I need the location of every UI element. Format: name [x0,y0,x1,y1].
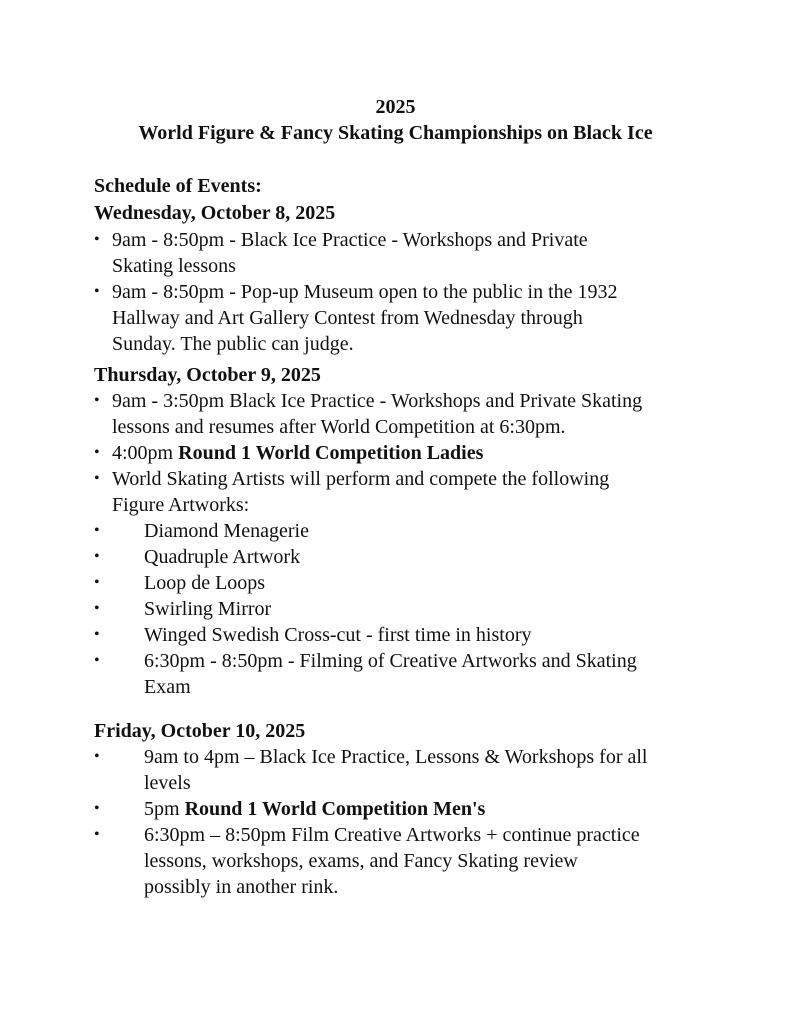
item-line: levels [144,772,191,794]
day-heading-thursday: Thursday, October 9, 2025 [94,364,321,386]
document-title: World Figure & Fancy Skating Championships on Black Ice [138,122,653,144]
item-line: 9am - 8:50pm - Pop-up Museum open to the public in the 1932 [112,281,618,303]
item-text [112,388,642,440]
item-line: Figure Artworks: [112,494,250,516]
bullet-icon: • [94,444,100,461]
bullet-icon: • [94,626,100,643]
document-year: 2025 [375,96,416,118]
artwork-name: Winged Swedish Cross-cut - first time in history [144,624,532,646]
item-text [144,796,485,822]
item-line: 9am - 3:50pm Black Ice Practice - Workshops and Private Skating [112,390,643,412]
schedule-heading: Schedule of Events: [94,175,262,197]
item-line: 6:30pm - 8:50pm - Filming of Creative Artworks and Skating [144,650,637,672]
item-line: Hallway and Art Gallery Contest from Wednesday through [112,307,583,329]
item-line: Skating lessons [112,255,236,277]
bullet-icon: • [94,574,100,591]
item-line [144,796,485,822]
bullet-icon: • [94,231,100,248]
item-time: 4:00pm [112,442,179,464]
item-time: 5pm [144,798,185,820]
bullet-icon: • [94,283,100,300]
bullet-icon: • [94,652,100,669]
item-text [144,744,647,796]
item-line [112,440,483,466]
bullet-icon: • [94,826,100,843]
item-text [112,279,618,357]
item-text [112,440,483,466]
bullet-icon: • [94,800,100,817]
bullet-icon: • [94,470,100,487]
bullet-icon: • [94,392,100,409]
bullet-icon: • [94,522,100,539]
bullet-icon: • [94,748,100,765]
item-line: World Skating Artists will perform and compete the following [112,468,610,490]
item-line: lessons and resumes after World Competition at 6:30pm. [112,416,566,438]
item-line: 9am - 8:50pm - Black Ice Practice - Workshops and Private [112,229,588,251]
artwork-name: Loop de Loops [144,572,266,594]
item-line: possibly in another rink. [144,876,339,898]
item-text [144,822,640,900]
bullet-icon: • [94,600,100,617]
artwork-name: Quadruple Artwork [144,546,301,568]
artwork-name: Diamond Menagerie [144,520,309,542]
item-text [112,227,588,279]
artwork-name: Swirling Mirror [144,598,272,620]
bullet-icon: • [94,548,100,565]
item-bold-title: Round 1 World Competition Ladies [178,442,484,464]
day-heading-wednesday: Wednesday, October 8, 2025 [94,202,336,224]
item-line: Exam [144,676,191,698]
item-text [144,648,637,700]
item-line: 9am to 4pm – Black Ice Practice, Lessons & Workshops for all [144,746,648,768]
item-line: 6:30pm – 8:50pm Film Creative Artworks + continue practice [144,824,640,846]
item-bold-title: Round 1 World Competition Men's [184,798,486,820]
item-line: lessons, workshops, exams, and Fancy Skating review [144,850,578,872]
day-heading-friday: Friday, October 10, 2025 [94,720,306,742]
item-text [112,466,609,518]
item-line: Sunday. The public can judge. [112,333,354,355]
